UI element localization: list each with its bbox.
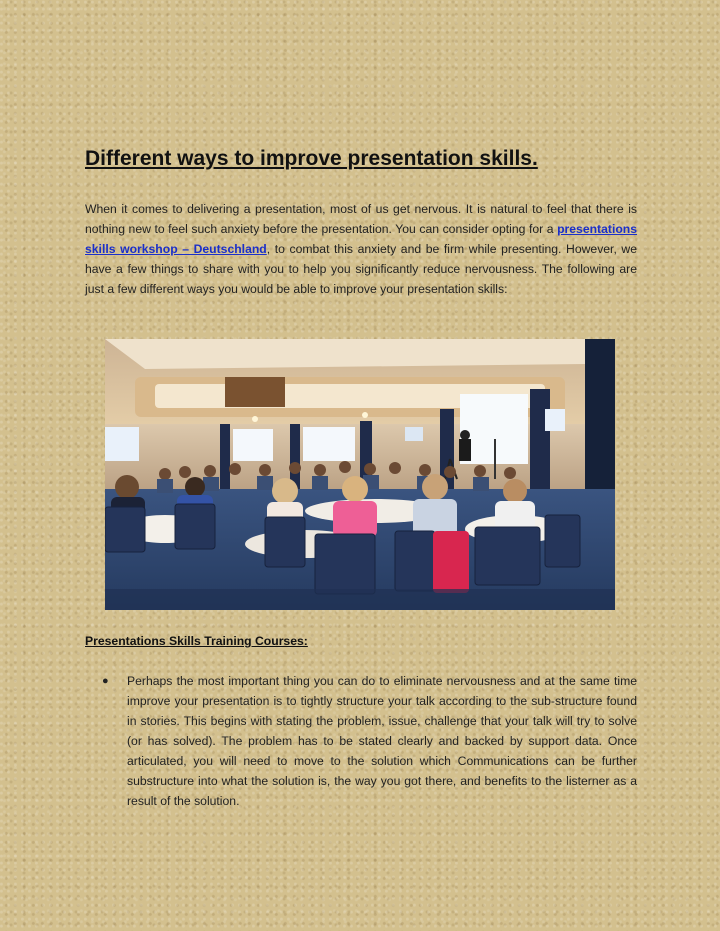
bullet-list [100,671,637,811]
conference-photo-illustration [105,339,615,610]
workshop-link[interactable]: presentations skills workshop – Deutschland [85,222,637,256]
bullet-text: Perhaps the most important thing you can do to eliminate nervousness and at the same time improve your presentation is to tightly structure your talk according to the sub-structure found in stories. This begins with stating the problem, issue, challenge that your talk will try to solve (or has solved). The problem has to be stated clearly and backed by support data. Once articulated, you will need to move to the solution which Communications can be further substructure into what the solution is, the way you got there, and benefits to the listerner as a result of the solution. [127,674,637,808]
bullet-icon: ● [102,675,109,687]
intro-paragraph [85,199,637,299]
section-heading: Presentations Skills Training Courses: [85,634,308,648]
intro-text-after-link: , to combat this anxiety and be firm while presenting. However, we have a few things to share with you to help you significantly reduce nervousness. The following are just a few different ways you would be able to improve your presentation skills: [85,242,638,296]
conference-photo [105,339,615,610]
intro-text-before-link: When it comes to delivering a presentation, most of us get nervous. It is natural to feel that there is nothing new to feel such anxiety before the presentation. You can consider opting for a [85,202,637,236]
list-item [100,671,637,811]
page-title: Different ways to improve presentation skills. [85,147,538,170]
